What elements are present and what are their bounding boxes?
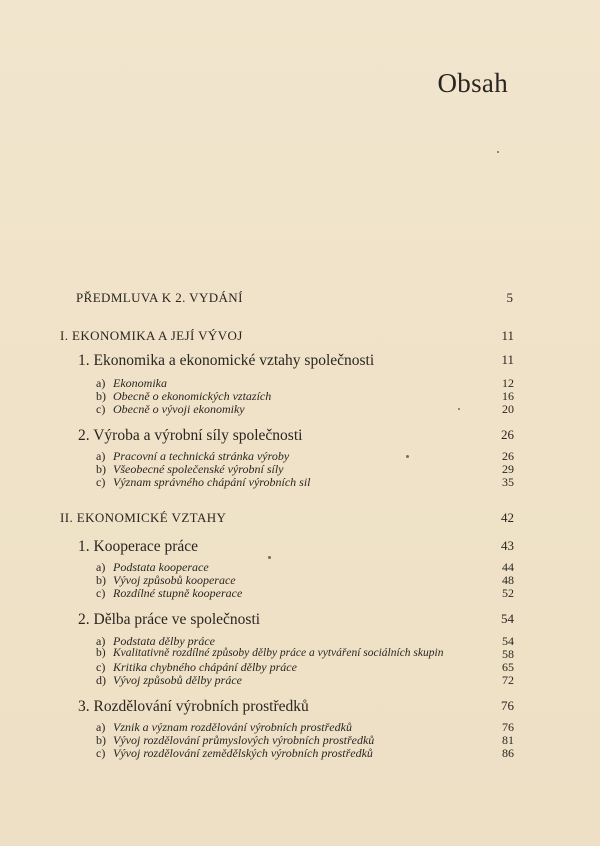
toc-part-page: 11 [501, 328, 514, 343]
toc-item-letter: a) [96, 376, 106, 390]
toc-chapter-page: 54 [501, 611, 514, 626]
toc-chapter-label: 3. Rozdělování výrobních prostředků [78, 698, 309, 715]
toc-chapter [0, 611, 600, 631]
toc-entry-preface [0, 290, 600, 310]
toc-item-label: Vývoj rozdělování průmyslových výrobních prostředků [113, 733, 375, 747]
toc-chapter [0, 427, 600, 447]
toc-item-label: Rozdílné stupně kooperace [113, 586, 243, 600]
toc-item-page: 52 [502, 586, 514, 600]
toc-item [0, 673, 600, 693]
toc-item-page: 48 [502, 573, 514, 587]
toc-item-label: Vývoj způsobů kooperace [113, 573, 236, 587]
toc-item-letter: a) [96, 449, 106, 463]
toc-item-page: 29 [502, 462, 514, 476]
toc-item-letter: c) [96, 746, 106, 760]
toc-item-label: Obecně o ekonomických vztazích [113, 389, 272, 403]
toc-chapter-label: 2. Dělba práce ve společnosti [78, 611, 261, 628]
toc-item-label: Kritika chybného chápání dělby práce [113, 660, 297, 674]
toc-item-page: 54 [502, 634, 514, 648]
toc-item-label: Všeobecné společenské výrobní síly [113, 462, 284, 476]
toc-part [0, 510, 600, 530]
toc-item-page: 12 [502, 376, 514, 390]
toc-item-label: Podstata dělby práce [113, 634, 215, 648]
toc-item [0, 586, 600, 606]
toc-item-page: 26 [502, 449, 514, 463]
toc-item-letter: b) [96, 462, 106, 476]
toc-chapter [0, 352, 600, 372]
toc-item-page: 16 [502, 389, 514, 403]
toc-chapter-page: 76 [501, 698, 514, 713]
toc-chapter [0, 538, 600, 558]
toc-chapter-page: 11 [501, 352, 514, 367]
toc-item-page: 72 [502, 673, 514, 687]
toc-item-page: 76 [502, 720, 514, 734]
paper-speck [458, 408, 460, 410]
toc-item-letter: c) [96, 586, 106, 600]
toc-chapter-label: 1. Ekonomika a ekonomické vztahy společnosti [78, 352, 375, 369]
toc-item-label: Vývoj rozdělování zemědělských výrobních prostředků [113, 746, 373, 760]
toc-item-letter: b) [96, 733, 106, 747]
toc-chapter-page: 26 [501, 427, 514, 442]
toc-item-letter: c) [96, 660, 106, 674]
toc-part-label: I. EKONOMIKA A JEJÍ VÝVOJ [60, 328, 243, 343]
toc-item-label: Obecně o vývoji ekonomiky [113, 402, 245, 416]
toc-item-page: 86 [502, 746, 514, 760]
toc-item-label: Ekonomika [113, 376, 167, 390]
toc-item-letter: a) [96, 720, 106, 734]
page-title: Obsah [437, 68, 508, 98]
toc-chapter-label: 2. Výroba a výrobní síly společnosti [78, 427, 303, 444]
toc-entry-page: 5 [506, 290, 513, 305]
toc-item-page: 35 [502, 475, 514, 489]
toc-item-label: Vývoj způsobů dělby práce [113, 673, 242, 687]
toc-chapter-page: 43 [501, 538, 514, 553]
toc-item-letter: b) [96, 647, 106, 659]
toc-item-letter: c) [96, 402, 106, 416]
toc-item-page: 81 [502, 733, 514, 747]
toc-entry-label: PŘEDMLUVA K 2. VYDÁNÍ [76, 290, 243, 305]
toc-item-page: 44 [502, 560, 514, 574]
toc-item-label: Kvalitativně rozdílné způsoby dělby práce a vytváření sociálních skupin [113, 647, 444, 659]
toc-item [0, 402, 600, 422]
toc-item [0, 475, 600, 495]
toc-item-label: Vznik a význam rozdělování výrobních prostředků [113, 720, 352, 734]
toc-item-label: Význam správného chápání výrobních sil [113, 475, 311, 489]
toc-item-letter: a) [96, 634, 106, 648]
toc-part-page: 42 [501, 510, 514, 525]
paper-speck [497, 151, 499, 153]
toc-item-page: 65 [502, 660, 514, 674]
toc-item-letter: b) [96, 573, 106, 587]
toc-chapter [0, 698, 600, 718]
toc-item [0, 746, 600, 766]
toc-item-page: 58 [502, 647, 514, 661]
toc-chapter-label: 1. Kooperace práce [78, 538, 199, 555]
toc-part [0, 328, 600, 348]
toc-item-label: Pracovní a technická stránka výroby [113, 449, 290, 463]
paper-speck [268, 556, 271, 559]
toc-item-letter: c) [96, 475, 106, 489]
toc-item-letter: b) [96, 389, 106, 403]
toc-item-letter: a) [96, 560, 106, 574]
toc-item-letter: d) [96, 673, 106, 687]
paper-speck [406, 455, 409, 458]
toc-item-page: 20 [502, 402, 514, 416]
toc-item-label: Podstata kooperace [113, 560, 209, 574]
toc-part-label: II. EKONOMICKÉ VZTAHY [60, 510, 227, 525]
